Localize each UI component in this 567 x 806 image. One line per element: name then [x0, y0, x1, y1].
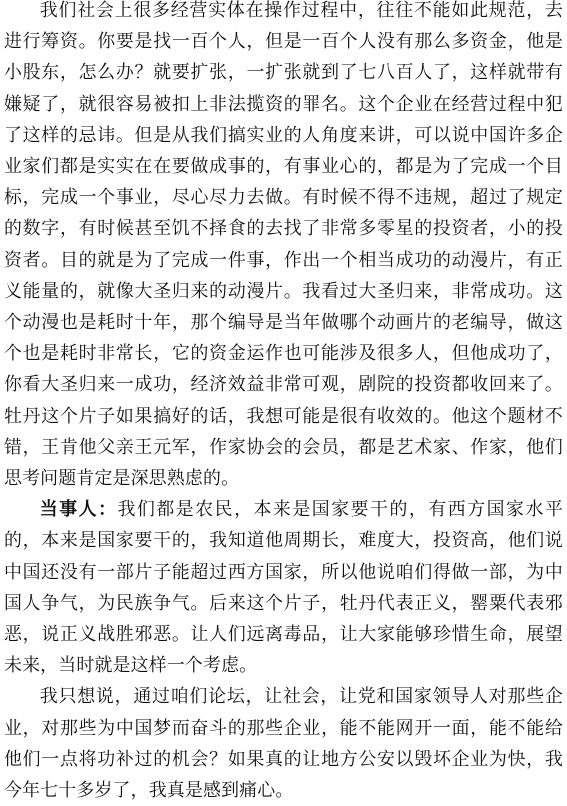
paragraph-2-text: 我们都是农民，本来是国家要干的，有西方国家水平的，本来是国家要干的，我知道他周期长，难度大，投资高，他们说中国还没有一部片子能超过西方国家，所以他说咱们得做一部，为中国人争气，为民族争气。后来这个片子，牡丹代表正义，罂粟代表邪恶，说正义战胜邪恶。让人们远离毒品，让大家能够珍惜生命，展望未来，当时就是这样一个考虑。 [4, 499, 563, 677]
paragraph-2 [0, 494, 567, 681]
speaker-label: 当事人： [39, 499, 118, 521]
paragraph-3 [0, 681, 567, 806]
paragraph-3-text: 我只想说，通过咱们论坛，让社会，让党和国家领导人对那些企业，对那些为中国梦而奋斗的那些企业，能不能网开一面，能不能给他们一点将功补过的机会？如果真的让地方公安以毁坏企业为快，我今年七十多岁了，我真是感到痛心。 [4, 686, 563, 802]
paragraph-1-text: 我们社会上很多经营实体在操作过程中，往往不能如此规范，去进行筹资。你要是找一百个人，但是一百个人没有那么多资金，他是小股东，怎么办？就要扩张，一扩张就到了七八百人了，这样就带有嫌疑了，就很容易被扣上非法揽资的罪名。这个企业在经营过程中犯了这样的忌讳。但是从我们搞实业的人角度来讲，可以说中国许多企业家们都是实实在在要做成事的，有事业心的，都是为了完成一个目标，完成一个事业，尽心尽力去做。有时候不得不违规，超过了规定的数字，有时候甚至饥不择食的去找了非常多零星的投资者，小的投资者。目的就是为了完成一件事，作出一个相当成功的动漫片，有正义能量的，就像大圣归来的动漫片。我看过大圣归来，非常成功。这个动漫也是耗时十年，那个编导是当年做哪个动画片的老编导，做这个也是耗时非常长，它的资金运作也可能涉及很多人，但他成功了，你看大圣归来一成功，经济效益非常可观，剧院的投资都收回来了。牡丹这个片子如果搞好的话，我想可能是很有收效的。他这个题材不错，王肯他父亲王元军，作家协会的会员，都是艺术家、作家，他们思考问题肯定是深思熟虑的。 [4, 0, 563, 490]
